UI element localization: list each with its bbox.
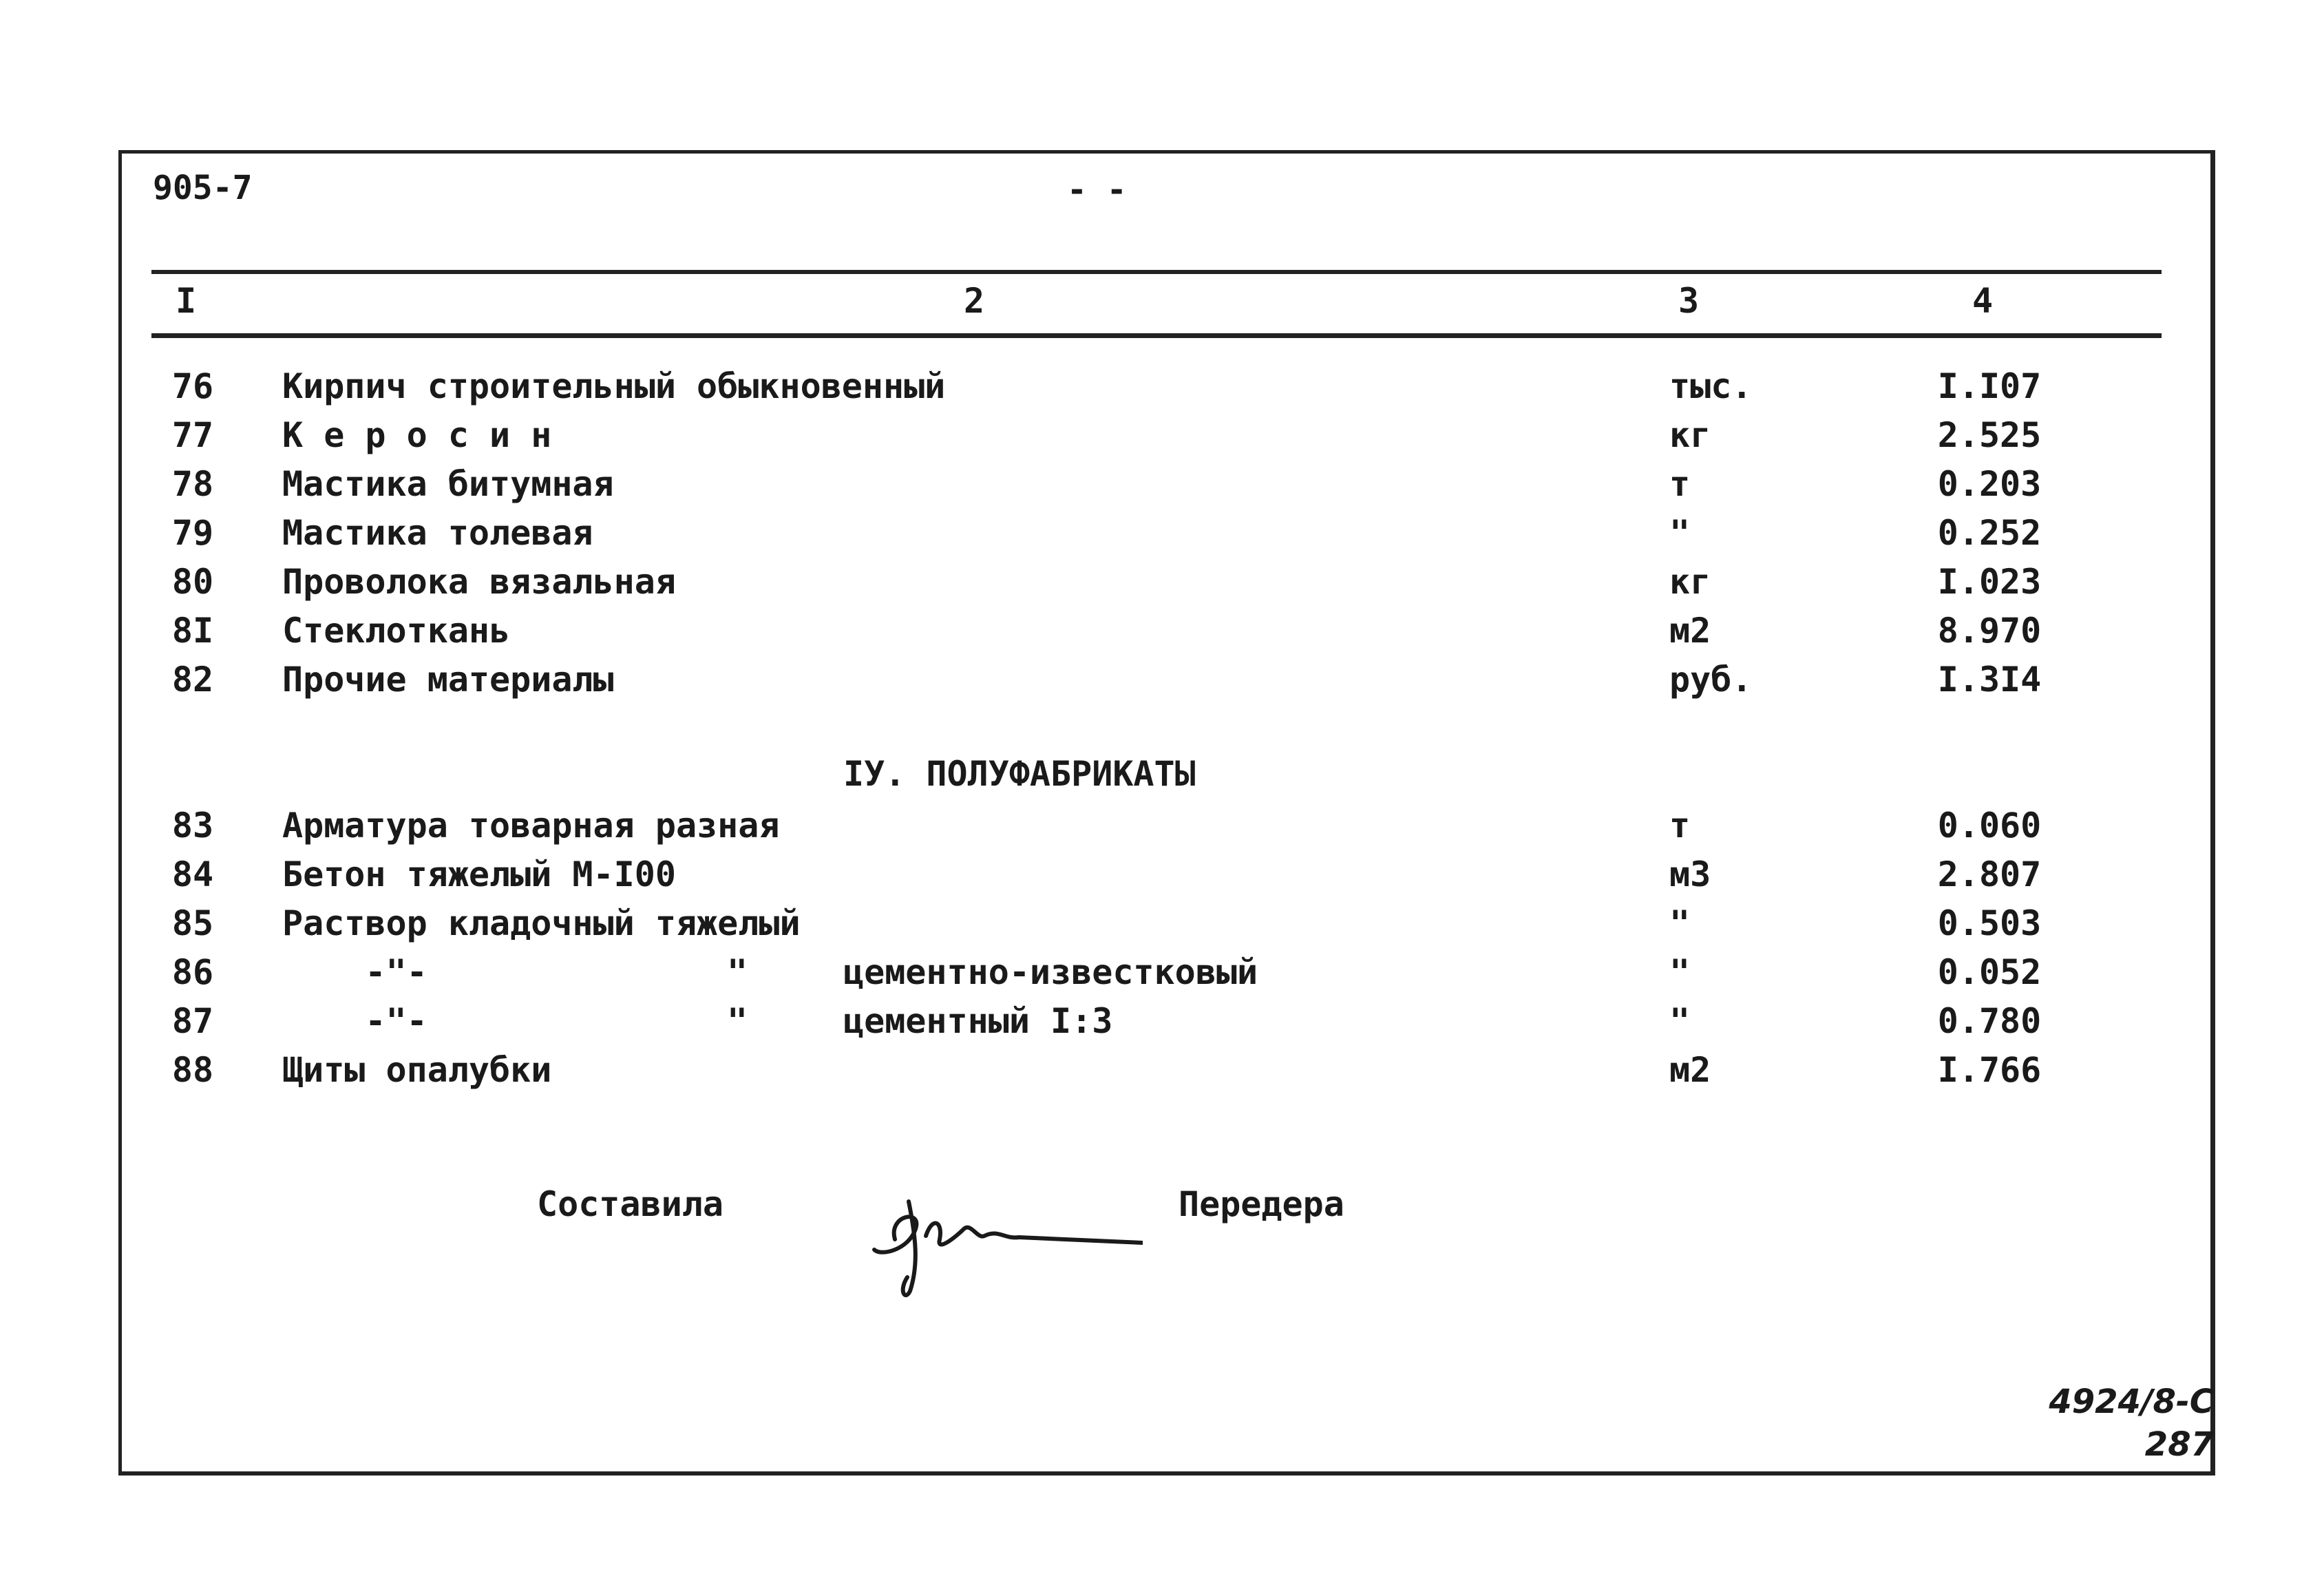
compiled-by-label: Составила [537,1184,723,1224]
material-name: Кирпич строительный обыкновенный [282,366,946,406]
table-row [0,660,2324,708]
table-row [0,952,2324,1000]
material-name-extension: цементно-известковый [843,952,1258,992]
row-number: 78 [171,464,214,504]
handwritten-signature [867,1174,1143,1305]
quantity: I.023 [1937,562,2042,602]
table-row [0,1001,2324,1049]
table-row [0,513,2324,561]
material-name: Раствор кладочный тяжелый [282,903,801,943]
row-number: 84 [171,854,214,894]
material-name: Прочие материалы [282,660,614,700]
unit: т [1669,806,1691,846]
row-number: 83 [171,806,214,846]
material-name: Бетон тяжелый М-I00 [282,854,676,894]
row-number: 8I [171,611,214,651]
row-number: 79 [171,513,214,553]
material-name: Арматура товарная разная [282,806,780,846]
material-name: Стеклоткань [282,611,511,651]
ditto-mark: " [727,1001,748,1041]
quantity: 2.807 [1937,854,2042,894]
unit: " [1669,513,1691,553]
quantity: 0.780 [1937,1001,2042,1041]
row-number: 88 [171,1050,214,1090]
material-name-extension: цементный I:3 [843,1001,1113,1041]
table-row [0,903,2324,952]
quantity: 0.060 [1937,806,2042,846]
archive-stamp [2049,1380,2214,1466]
stamp-page-number: 287 [2144,1425,2214,1464]
table-row [0,854,2324,903]
row-number: 77 [171,415,214,455]
quantity: I.3I4 [1937,660,2042,700]
unit: т [1669,464,1691,504]
stamp-code: 4924/8-С [2049,1383,2214,1421]
material-name: Мастика толевая [282,513,593,553]
column-header-3: 3 [1678,281,1700,321]
quantity: 2.525 [1937,415,2042,455]
unit: " [1669,903,1691,943]
ditto-mark: " [727,952,748,992]
unit: " [1669,952,1691,992]
table-row [0,1050,2324,1098]
unit: руб. [1669,660,1753,700]
document-code: 905-7 [153,169,253,207]
quantity: I.I07 [1937,366,2042,406]
unit: кг [1669,562,1711,602]
unit: тыс. [1669,366,1753,406]
section-title: IУ. ПОЛУФАБРИКАТЫ [843,754,1196,794]
material-name: -"- [282,952,427,992]
table-row [0,415,2324,463]
unit: м2 [1669,1050,1711,1090]
row-number: 86 [171,952,214,992]
table-row [0,464,2324,512]
unit: " [1669,1001,1691,1041]
unit: кг [1669,415,1711,455]
table-header-rule [151,333,2162,338]
quantity: 0.203 [1937,464,2042,504]
row-number: 87 [171,1001,214,1041]
quantity: 0.503 [1937,903,2042,943]
quantity: I.766 [1937,1050,2042,1090]
table-row [0,611,2324,659]
row-number: 82 [171,660,214,700]
page-number-dash: - - [1067,171,1127,209]
material-name: Мастика битумная [282,464,614,504]
quantity: 8.970 [1937,611,2042,651]
row-number: 76 [171,366,214,406]
table-row [0,366,2324,414]
table-row [0,562,2324,610]
table-row [0,806,2324,854]
table-top-rule [151,270,2162,274]
signer-name: Передера [1179,1184,1344,1224]
unit: м2 [1669,611,1711,651]
material-name: К е р о с и н [282,415,552,455]
column-header-2: 2 [964,281,985,321]
quantity: 0.252 [1937,513,2042,553]
material-name: Проволока вязальная [282,562,676,602]
quantity: 0.052 [1937,952,2042,992]
column-header-1: I [176,281,197,321]
unit: м3 [1669,854,1711,894]
material-name: -"- [282,1001,427,1041]
column-header-4: 4 [1972,281,1994,321]
row-number: 85 [171,903,214,943]
material-name: Щиты опалубки [282,1050,552,1090]
row-number: 80 [171,562,214,602]
